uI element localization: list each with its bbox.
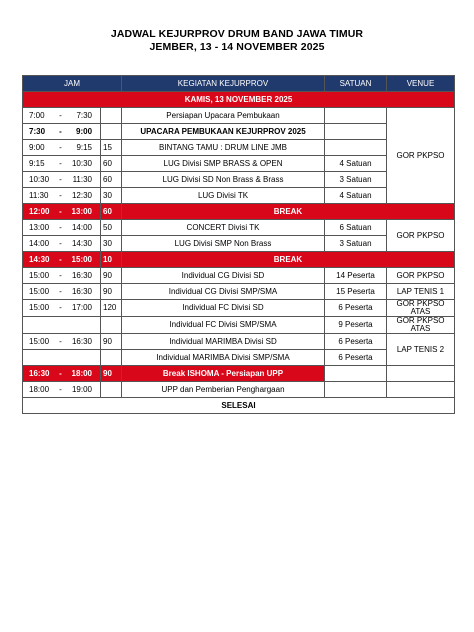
venue: GOR PKPSO [387, 108, 455, 204]
duration: 60 [101, 172, 122, 188]
time-from: 12:00 [29, 206, 50, 216]
kegiatan: LUG Divisi TK [122, 188, 325, 204]
time-from: 11:30 [29, 190, 49, 200]
venue: GOR PKPSO ATAS [387, 300, 455, 317]
satuan [325, 366, 387, 382]
time-to: 9:15 [76, 142, 93, 152]
table-row [23, 284, 455, 300]
document-title: JADWAL KEJURPROV DRUM BAND JAWA TIMUR [110, 28, 364, 40]
selesai-row [23, 398, 455, 414]
time-dash: - [59, 336, 62, 346]
time-to: 10:30 [71, 158, 93, 168]
duration: 120 [101, 300, 122, 317]
satuan: 3 Satuan [325, 236, 387, 252]
time-dash: - [59, 158, 62, 168]
header-jam: JAM [23, 76, 122, 92]
time-from: 9:15 [29, 158, 45, 168]
duration: 60 [101, 156, 122, 172]
venue: GOR PKPSO [387, 268, 455, 284]
time-to: 14:00 [71, 222, 93, 232]
time-to: 11:30 [72, 174, 93, 184]
time-to: 7:30 [76, 110, 93, 120]
duration [101, 317, 122, 334]
break-row [23, 252, 455, 268]
time-from: 7:00 [29, 110, 45, 120]
duration: 30 [101, 236, 122, 252]
time-dash: - [59, 286, 62, 296]
table-row [23, 220, 455, 236]
time-dash: - [59, 126, 62, 136]
break-row [23, 204, 455, 220]
table-row [23, 334, 455, 350]
kegiatan: LUG Divisi SMP BRASS & OPEN [122, 156, 325, 172]
time-dash: - [59, 238, 62, 248]
time-to: 16:30 [71, 270, 93, 280]
kegiatan: Persiapan Upacara Pembukaan [122, 108, 325, 124]
time-to: 13:00 [71, 206, 93, 216]
venue: GOR PKPSO [387, 220, 455, 252]
table-row [23, 300, 455, 317]
time-from: 14:30 [29, 254, 50, 264]
time-to: 15:00 [71, 254, 93, 264]
kegiatan: LUG Divisi SD Non Brass & Brass [122, 172, 325, 188]
header-satuan: SATUAN [325, 76, 387, 92]
duration: 90 [101, 268, 122, 284]
time-dash: - [59, 190, 62, 200]
break-label: Break ISHOMA - Persiapan UPP [122, 366, 325, 382]
header-kegiatan: KEGIATAN KEJURPROV [122, 76, 325, 92]
time-to: 12:30 [71, 190, 93, 200]
time-from: 10:30 [29, 174, 50, 184]
kegiatan: LUG Divisi SMP Non Brass [122, 236, 325, 252]
table-row [23, 268, 455, 284]
table-row [23, 108, 455, 124]
duration [101, 124, 122, 140]
time-dash: - [59, 303, 62, 312]
satuan [325, 382, 387, 398]
time-to: 18:00 [71, 368, 93, 378]
satuan: 6 Satuan [325, 220, 387, 236]
table-row [23, 317, 455, 334]
schedule-table [22, 75, 455, 414]
kegiatan: CONCERT Divisi TK [122, 220, 325, 236]
time-from: 18:00 [29, 384, 50, 394]
satuan: 6 Peserta [325, 350, 387, 366]
time-from: 9:00 [29, 142, 45, 152]
time-dash: - [59, 142, 62, 152]
venue: LAP TENIS 1 [387, 284, 455, 300]
venue: GOR PKPSO ATAS [387, 317, 455, 334]
time-dash: - [59, 110, 62, 120]
time-dash: - [59, 368, 62, 378]
duration: 15 [101, 140, 122, 156]
satuan [325, 124, 387, 140]
satuan: 6 Peserta [325, 300, 387, 317]
day-label: KAMIS, 13 NOVEMBER 2025 [23, 92, 455, 108]
satuan: 14 Peserta [325, 268, 387, 284]
satuan: 6 Peserta [325, 334, 387, 350]
kegiatan: Individual FC Divisi SD [122, 300, 325, 317]
time-from: 14:00 [29, 238, 50, 248]
duration [101, 382, 122, 398]
time-to: 9:00 [76, 126, 93, 136]
time-dash: - [59, 254, 62, 264]
duration: 10 [101, 252, 122, 268]
duration [101, 350, 122, 366]
table-row [23, 382, 455, 398]
satuan: 4 Satuan [325, 188, 387, 204]
satuan: 9 Peserta [325, 317, 387, 334]
selesai-label: SELESAI [23, 398, 455, 414]
satuan [325, 140, 387, 156]
header-venue: VENUE [387, 76, 455, 92]
kegiatan: Individual CG Divisi SMP/SMA [122, 284, 325, 300]
time-to: 16:30 [71, 336, 93, 346]
satuan [325, 108, 387, 124]
duration [101, 108, 122, 124]
kegiatan: Individual CG Divisi SD [122, 268, 325, 284]
time-to: 19:00 [71, 384, 93, 394]
document-subtitle: JEMBER, 13 - 14 NOVEMBER 2025 [149, 41, 325, 53]
time-dash: - [59, 174, 62, 184]
time-to: 14:30 [71, 238, 93, 248]
time-dash: - [59, 222, 62, 232]
time-from: 16:30 [29, 368, 50, 378]
break-label: BREAK [122, 204, 455, 220]
time-from: 15:00 [29, 336, 50, 346]
duration: 90 [101, 284, 122, 300]
satuan: 4 Satuan [325, 156, 387, 172]
duration: 30 [101, 188, 122, 204]
kegiatan: BINTANG TAMU : DRUM LINE JMB [122, 140, 325, 156]
duration: 90 [101, 334, 122, 350]
header-row [23, 76, 455, 92]
duration: 90 [101, 366, 122, 382]
kegiatan: UPP dan Pemberian Penghargaan [122, 382, 325, 398]
duration: 60 [101, 204, 122, 220]
kegiatan: Individual MARIMBA Divisi SMP/SMA [122, 350, 325, 366]
time-dash: - [59, 270, 62, 280]
time-from: 15:00 [29, 270, 50, 280]
break-row [23, 366, 455, 382]
time-from: 13:00 [29, 222, 50, 232]
kegiatan: UPACARA PEMBUKAAN KEJURPROV 2025 [122, 124, 325, 140]
time-from: 15:00 [29, 303, 50, 312]
time-to: 16:30 [71, 286, 93, 296]
break-label: BREAK [122, 252, 455, 268]
time-from: 15:00 [29, 286, 50, 296]
day-row [23, 92, 455, 108]
time-from: 7:30 [29, 126, 46, 136]
kegiatan: Individual MARIMBA Divisi SD [122, 334, 325, 350]
venue: LAP TENIS 2 [387, 334, 455, 366]
duration: 50 [101, 220, 122, 236]
satuan: 3 Satuan [325, 172, 387, 188]
kegiatan: Individual FC Divisi SMP/SMA [122, 317, 325, 334]
time-to: 17:00 [71, 303, 93, 312]
time-dash: - [59, 206, 62, 216]
satuan: 15 Peserta [325, 284, 387, 300]
time-dash: - [59, 384, 62, 394]
